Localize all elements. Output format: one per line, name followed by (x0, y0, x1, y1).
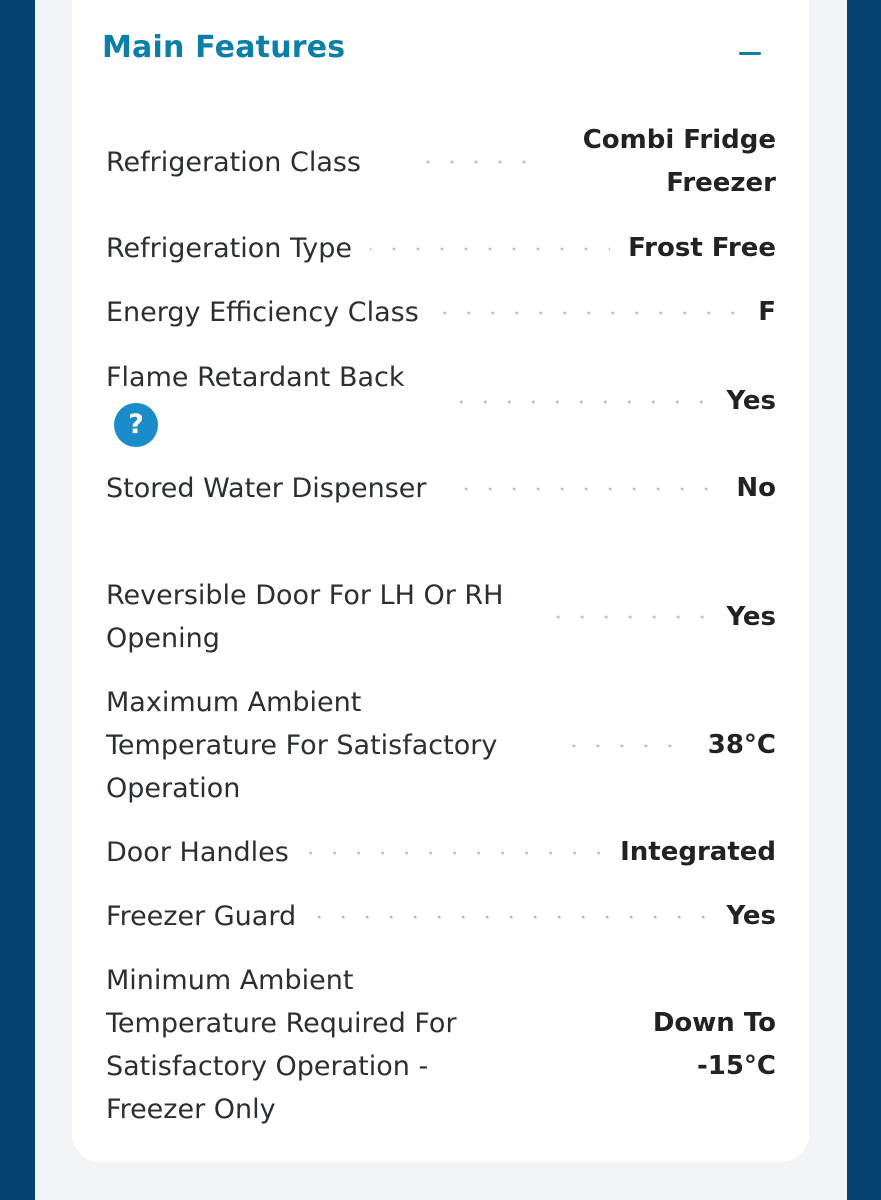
feature-label-wrap (106, 356, 436, 447)
collapse-button[interactable] (732, 30, 768, 66)
feature-value: Yes (726, 601, 776, 632)
feature-value: Integrated (620, 837, 776, 867)
minus-icon (739, 52, 761, 55)
dot-leader (552, 615, 708, 619)
dot-leader (424, 160, 528, 164)
feature-value: Yes (726, 386, 776, 416)
dot-leader (454, 487, 718, 491)
feature-value: Frost Free (628, 233, 776, 263)
feature-label: Refrigeration Type (106, 233, 352, 264)
dot-leader (370, 247, 610, 251)
feature-row-max-ambient-temperature (106, 681, 776, 810)
feature-value: No (736, 473, 776, 503)
feature-value: Combi Fridge Freezer (582, 125, 776, 198)
feature-value: Yes (726, 901, 776, 931)
feature-label: Stored Water Dispenser (106, 473, 427, 504)
feature-label: Freezer Guard (106, 901, 297, 932)
feature-label: Maximum Ambient Temperature For Satisfactory Operation (106, 687, 498, 804)
feature-label: Energy Efficiency Class (106, 297, 419, 328)
dot-leader (314, 915, 708, 919)
help-icon[interactable]: ? (114, 403, 158, 447)
section-title: Main Features (102, 30, 346, 65)
feature-row-refrigeration-type (106, 227, 776, 270)
feature-row-reversible-door (106, 574, 776, 660)
feature-row-refrigeration-class (106, 119, 776, 205)
feature-row-flame-retardant-back (106, 356, 776, 447)
feature-row-stored-water-dispenser (106, 467, 776, 510)
dot-leader (437, 311, 740, 315)
feature-label: Flame Retardant Back (106, 362, 405, 393)
dot-leader (554, 744, 690, 748)
feature-row-energy-efficiency-class (106, 291, 776, 334)
feature-label: Reversible Door For LH Or RH Opening (106, 580, 504, 654)
feature-label: Minimum Ambient Temperature Required For Satisfactory Operation - Freezer Only (106, 965, 457, 1125)
feature-row-min-ambient-temperature (106, 959, 776, 1131)
dot-leader (454, 400, 708, 404)
feature-label: Refrigeration Class (106, 146, 361, 178)
feature-label: Door Handles (106, 837, 289, 868)
feature-value: Down To -15°C (652, 1008, 776, 1081)
feature-row-freezer-guard (106, 895, 776, 938)
feature-value: 38°C (707, 730, 776, 760)
dot-leader (307, 851, 602, 855)
feature-row-door-handles (106, 831, 776, 874)
feature-value: F (758, 297, 776, 327)
